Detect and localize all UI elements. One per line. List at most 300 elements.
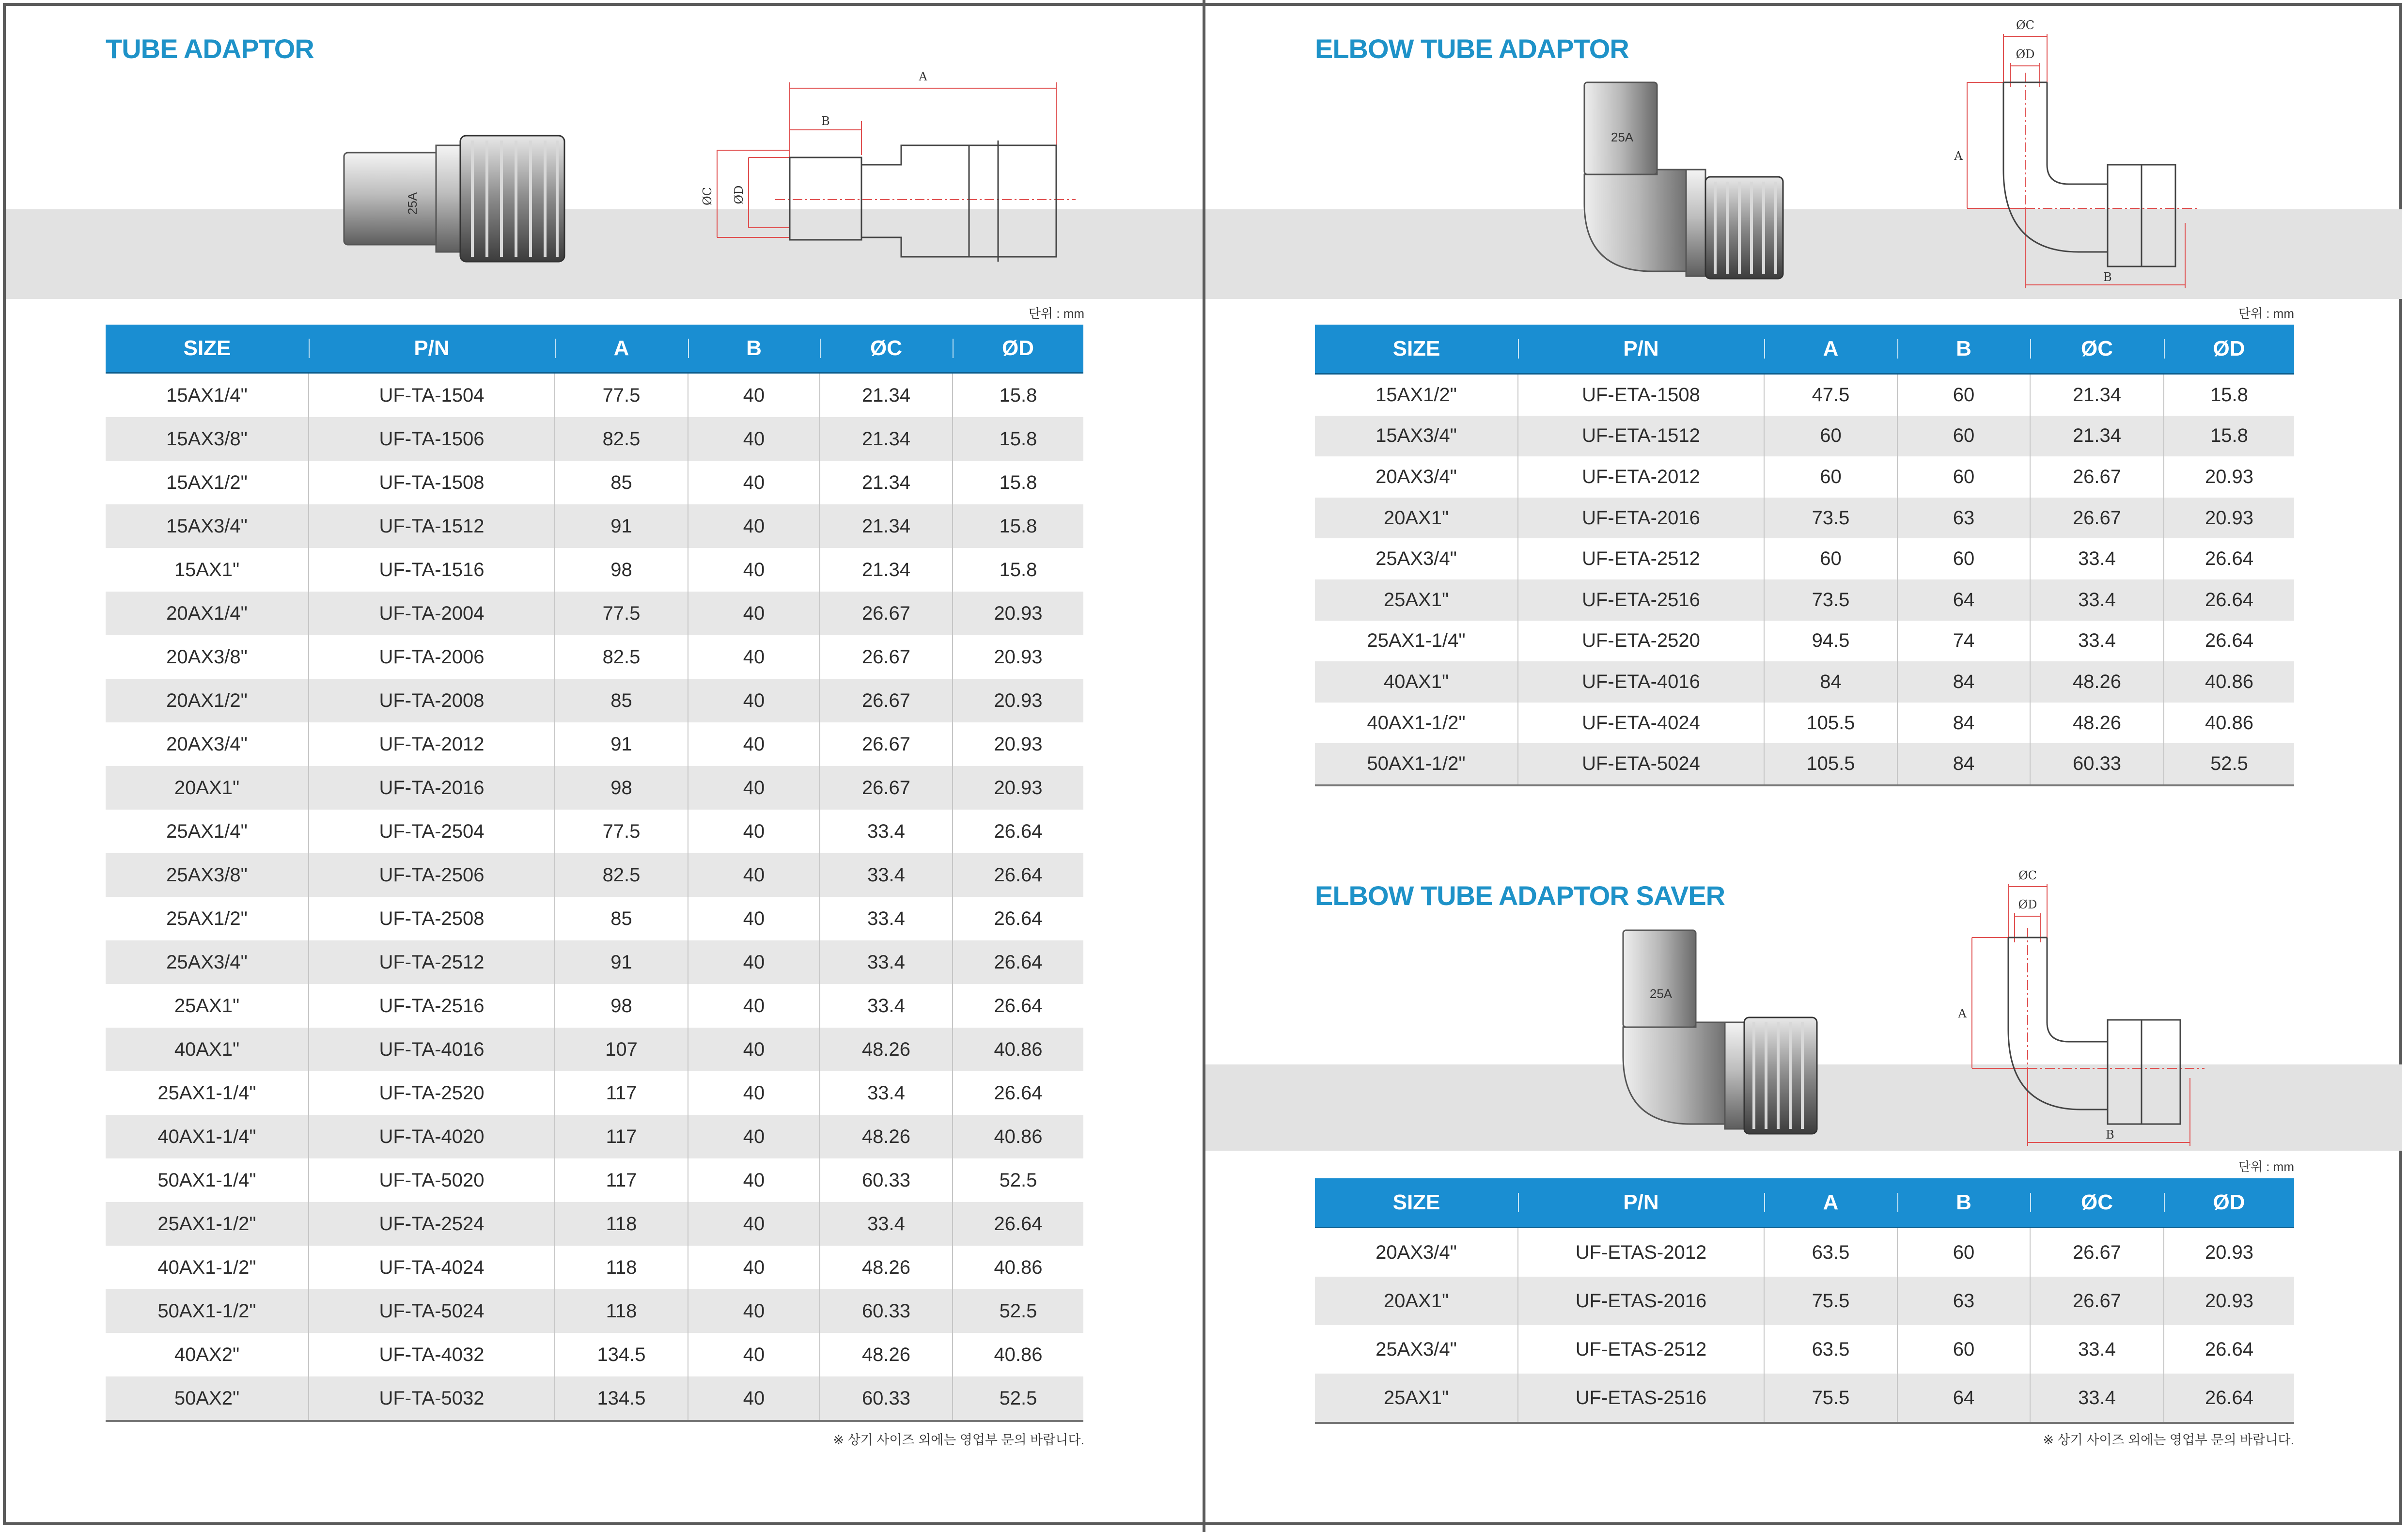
table-cell: UF-TA-5032 — [309, 1376, 555, 1421]
table-header-row — [106, 325, 1083, 373]
table-cell: 134.5 — [555, 1333, 688, 1376]
table-cell: 21.34 — [820, 461, 953, 504]
table-cell: 20.93 — [2164, 456, 2294, 498]
table-cell: 63 — [1897, 498, 2030, 539]
table-cell: 25AX1/4" — [166, 820, 248, 842]
table-cell: UF-TA-1504 — [309, 373, 555, 418]
table-cell: 40 — [688, 1158, 820, 1202]
table-cell: 98 — [555, 766, 688, 810]
tube-adaptor-table — [106, 325, 1083, 1422]
table-cell: 26.64 — [953, 810, 1083, 853]
table-row — [106, 1158, 1083, 1202]
table-cell: 33.4 — [820, 853, 953, 897]
table-cell: 20AX1" — [1315, 498, 1518, 539]
table-cell: 60 — [1897, 1325, 2030, 1374]
table-row — [106, 548, 1083, 592]
table-row — [1315, 703, 2294, 744]
tube-drawing-label-c: ØC — [701, 187, 714, 206]
table-cell: 33.4 — [2030, 1325, 2164, 1374]
table-cell: 15.8 — [953, 504, 1083, 548]
table-cell: 84 — [1897, 703, 2030, 744]
saver-drawing-label-c: ØC — [2018, 869, 2037, 882]
column-header: SIZE — [106, 325, 309, 373]
table-cell: UF-TA-2504 — [309, 810, 555, 853]
table-cell: 40.86 — [953, 1246, 1083, 1289]
table-cell: 26.67 — [2030, 1277, 2164, 1325]
table-cell: 33.4 — [820, 940, 953, 984]
tube-drawing-label-b: B — [821, 114, 830, 128]
table-cell: 26.64 — [2164, 538, 2294, 579]
table-cell: 63 — [1897, 1277, 2030, 1325]
table-cell: 20.93 — [953, 766, 1083, 810]
footnote-tube-adaptor: ※ 상기 사이즈 외에는 영업부 문의 바랍니다. — [833, 1433, 1084, 1447]
table-cell: 40 — [688, 592, 820, 635]
column-header: B — [1897, 325, 2030, 374]
table-cell: 117 — [555, 1158, 688, 1202]
table-cell: 52.5 — [953, 1376, 1083, 1421]
table-cell: 26.67 — [820, 635, 953, 679]
table-cell: 15AX1/4" — [166, 384, 248, 406]
table-cell: 15.8 — [2164, 374, 2294, 416]
elbow-tube-adaptor-saver-drawing — [1948, 860, 2219, 1151]
table-cell: 20AX3/4" — [166, 733, 248, 755]
table-row — [1315, 538, 2294, 579]
tube-drawing-label-a: A — [919, 70, 927, 83]
column-header: ØC — [2030, 1178, 2164, 1228]
table-cell: 26.64 — [2164, 1325, 2294, 1374]
table-cell: UF-ETA-2516 — [1518, 579, 1764, 621]
table-cell: 20.93 — [2164, 1277, 2294, 1325]
table-cell: 40 — [688, 1376, 820, 1421]
elbow-tube-adaptor-table — [1315, 325, 2294, 786]
elbow-drawing-label-a: A — [1954, 149, 1963, 163]
table-row — [106, 1333, 1083, 1376]
table-cell: UF-ETA-2512 — [1518, 538, 1764, 579]
column-header: P/N — [1518, 325, 1764, 374]
table-cell: 40 — [688, 1071, 820, 1115]
table-cell: 33.4 — [820, 1202, 953, 1246]
saver-drawing-label-d: ØD — [2018, 898, 2037, 911]
table-cell: 25AX3/8" — [106, 853, 309, 897]
table-cell: 21.34 — [820, 504, 953, 548]
table-cell: 26.64 — [953, 1071, 1083, 1115]
table-cell: 75.5 — [1764, 1277, 1897, 1325]
table-cell: 26.64 — [953, 853, 1083, 897]
table-cell: UF-ETAS-2012 — [1518, 1228, 1764, 1277]
table-cell: 15AX1/2" — [1376, 384, 1457, 406]
saver-drawing-label-a: A — [1958, 1007, 1967, 1020]
table-row — [1315, 1325, 2294, 1374]
table-cell: 15AX1" — [174, 559, 240, 580]
table-header-row — [1315, 1178, 2294, 1228]
table-cell: 117 — [555, 1115, 688, 1158]
table-cell: UF-ETA-1508 — [1518, 374, 1764, 416]
table-cell: 60 — [1764, 456, 1897, 498]
table-cell: 134.5 — [555, 1376, 688, 1421]
table-cell: 117 — [555, 1071, 688, 1115]
grey-band-elbow — [1205, 209, 2402, 299]
table-cell: 21.34 — [820, 548, 953, 592]
table-row — [106, 766, 1083, 810]
table-cell: UF-TA-2006 — [309, 635, 555, 679]
table-cell: 40.86 — [953, 1115, 1083, 1158]
table-cell: 26.67 — [820, 679, 953, 722]
table-cell: 15AX3/4" — [106, 504, 309, 548]
table-cell: 40 — [688, 810, 820, 853]
table-cell: 105.5 — [1764, 703, 1897, 744]
table-cell: 60 — [1897, 456, 2030, 498]
table-cell: 48.26 — [2030, 703, 2164, 744]
table-cell: 91 — [555, 722, 688, 766]
table-row — [106, 897, 1083, 940]
table-cell: 98 — [555, 984, 688, 1028]
table-cell: 60 — [1897, 416, 2030, 457]
table-cell: UF-ETAS-2516 — [1518, 1374, 1764, 1423]
table-cell: 40 — [688, 461, 820, 504]
table-cell: 48.26 — [820, 1333, 953, 1376]
table-cell: 52.5 — [2164, 743, 2294, 785]
column-header: SIZE — [1315, 325, 1518, 374]
section-title-elbow-tube-adaptor: ELBOW TUBE ADAPTOR — [1315, 33, 1629, 64]
table-cell: 60.33 — [820, 1158, 953, 1202]
table-header-row — [1315, 325, 2294, 374]
column-header: SIZE — [1315, 1178, 1518, 1228]
table-cell: 40 — [688, 679, 820, 722]
table-cell: 40 — [688, 940, 820, 984]
table-row — [1315, 1374, 2294, 1423]
table-cell: 48.26 — [2030, 661, 2164, 703]
table-cell: 15.8 — [953, 417, 1083, 461]
table-cell: 33.4 — [820, 1071, 953, 1115]
table-cell: 40.86 — [2164, 703, 2294, 744]
elbow-photo-marking: 25A — [1611, 130, 1634, 144]
table-cell: 60 — [1764, 416, 1897, 457]
table-cell: 48.26 — [820, 1028, 953, 1071]
table-cell: 25AX1-1/4" — [157, 1082, 256, 1104]
column-header: A — [555, 325, 688, 373]
table-cell: 84 — [1897, 743, 2030, 785]
elbow-tube-adaptor-photo — [1579, 78, 1788, 291]
table-row — [106, 1202, 1083, 1246]
table-cell: 26.67 — [2030, 456, 2164, 498]
table-cell: 52.5 — [953, 1158, 1083, 1202]
table-cell: UF-TA-1506 — [309, 417, 555, 461]
table-cell: 40AX1" — [1315, 661, 1518, 703]
table-row — [106, 940, 1083, 984]
table-cell: 26.67 — [820, 722, 953, 766]
unit-label-elbow-tube-adaptor-saver: 단위 : mm — [2238, 1159, 2294, 1174]
table-cell: UF-TA-2016 — [309, 766, 555, 810]
table-cell: 26.67 — [2030, 1228, 2164, 1277]
table-cell: 73.5 — [1764, 579, 1897, 621]
table-cell: 26.64 — [953, 897, 1083, 940]
table-cell: 20.93 — [2164, 498, 2294, 539]
table-cell: 107 — [555, 1028, 688, 1071]
tube-drawing-label-d: ØD — [732, 185, 746, 204]
tube-adaptor-drawing — [698, 68, 1090, 291]
table-cell: 40AX1-1/2" — [157, 1256, 256, 1278]
table-cell: 40 — [688, 766, 820, 810]
table-row — [1315, 661, 2294, 703]
table-cell: 77.5 — [555, 592, 688, 635]
tube-adaptor-photo — [339, 124, 572, 274]
table-row — [106, 373, 1083, 418]
table-row — [1315, 743, 2294, 785]
table-cell: 84 — [1897, 661, 2030, 703]
column-header: ØC — [820, 325, 953, 373]
table-cell: 15.8 — [953, 461, 1083, 504]
table-cell: UF-TA-4024 — [309, 1246, 555, 1289]
table-cell: UF-ETA-4024 — [1518, 703, 1764, 744]
table-cell: 20AX3/4" — [1376, 466, 1457, 487]
table-cell: 25AX1/2" — [166, 907, 248, 929]
table-cell: 25AX1" — [1315, 1374, 1518, 1423]
table-cell: 40 — [688, 417, 820, 461]
table-cell: 48.26 — [820, 1115, 953, 1158]
table-cell: 40.86 — [2164, 661, 2294, 703]
table-cell: 40 — [688, 1115, 820, 1158]
table-cell: 26.64 — [2164, 621, 2294, 662]
table-cell: 15AX1/2" — [166, 471, 248, 493]
table-cell: 50AX1-1/2" — [106, 1289, 309, 1333]
table-cell: UF-TA-2512 — [309, 940, 555, 984]
table-cell: 82.5 — [555, 417, 688, 461]
table-cell: 26.67 — [820, 766, 953, 810]
table-cell: UF-TA-4032 — [309, 1333, 555, 1376]
table-cell: 50AX1-1/4" — [157, 1169, 256, 1191]
table-row — [1315, 1228, 2294, 1277]
column-header: A — [1764, 325, 1897, 374]
table-cell: 15.8 — [2164, 416, 2294, 457]
table-cell: 63.5 — [1764, 1228, 1897, 1277]
table-cell: 25AX1-1/2" — [106, 1202, 309, 1246]
table-cell: 21.34 — [2030, 374, 2164, 416]
table-cell: 26.64 — [953, 1202, 1083, 1246]
table-cell: 40AX1" — [106, 1028, 309, 1071]
section-title-elbow-tube-adaptor-saver: ELBOW TUBE ADAPTOR SAVER — [1315, 880, 1725, 911]
section-title-tube-adaptor: TUBE ADAPTOR — [106, 33, 314, 64]
table-cell: 33.4 — [2030, 579, 2164, 621]
table-cell: 48.26 — [820, 1246, 953, 1289]
table-cell: 91 — [555, 504, 688, 548]
column-header: A — [1764, 1178, 1897, 1228]
table-cell: 26.64 — [2164, 579, 2294, 621]
table-cell: 77.5 — [555, 810, 688, 853]
table-row — [106, 984, 1083, 1028]
table-row — [1315, 456, 2294, 498]
table-row — [1315, 498, 2294, 539]
table-cell: UF-TA-2508 — [309, 897, 555, 940]
column-header: B — [1897, 1178, 2030, 1228]
table-cell: 20AX1/4" — [106, 592, 309, 635]
column-header: ØD — [953, 325, 1083, 373]
table-row — [106, 1028, 1083, 1071]
table-cell: 15AX3/4" — [1315, 416, 1518, 457]
unit-label-tube-adaptor: 단위 : mm — [1028, 306, 1084, 321]
column-header: B — [688, 325, 820, 373]
table-cell: 60 — [1897, 538, 2030, 579]
table-cell: 20AX1" — [1315, 1277, 1518, 1325]
table-cell: 60 — [1897, 374, 2030, 416]
table-cell: 33.4 — [820, 810, 953, 853]
table-cell: 25AX1" — [174, 995, 240, 1016]
table-cell: 75.5 — [1764, 1374, 1897, 1423]
table-cell: 21.34 — [820, 373, 953, 418]
column-header: ØC — [2030, 325, 2164, 374]
table-cell: UF-TA-5020 — [309, 1158, 555, 1202]
table-cell: UF-ETAS-2016 — [1518, 1277, 1764, 1325]
table-cell: 40.86 — [953, 1333, 1083, 1376]
table-cell: UF-ETA-2016 — [1518, 498, 1764, 539]
table-row — [106, 810, 1083, 853]
table-cell: UF-TA-4016 — [309, 1028, 555, 1071]
table-cell: 20AX3/4" — [1376, 1241, 1457, 1263]
table-cell: UF-ETA-4016 — [1518, 661, 1764, 703]
table-cell: 40 — [688, 722, 820, 766]
table-cell: 26.64 — [953, 940, 1083, 984]
table-cell: UF-TA-2012 — [309, 722, 555, 766]
table-cell: UF-TA-5024 — [309, 1289, 555, 1333]
table-cell: 15.8 — [953, 548, 1083, 592]
table-cell: 64 — [1897, 579, 2030, 621]
table-cell: 118 — [555, 1289, 688, 1333]
table-row — [1315, 416, 2294, 457]
table-cell: 64 — [1897, 1374, 2030, 1423]
table-cell: 25AX3/4" — [1376, 548, 1457, 570]
elbow-drawing-label-d: ØD — [2016, 47, 2035, 61]
table-cell: 20.93 — [953, 635, 1083, 679]
table-cell: 26.64 — [2164, 1374, 2294, 1423]
table-cell: 60 — [1897, 1228, 2030, 1277]
table-row — [1315, 1277, 2294, 1325]
elbow-drawing-label-b: B — [2103, 270, 2112, 284]
table-cell: 82.5 — [555, 853, 688, 897]
table-row — [106, 417, 1083, 461]
table-cell: 85 — [555, 897, 688, 940]
table-cell: 40 — [688, 373, 820, 418]
table-cell: 20.93 — [953, 592, 1083, 635]
table-cell: 85 — [555, 461, 688, 504]
table-cell: 26.67 — [2030, 498, 2164, 539]
table-cell: 94.5 — [1764, 621, 1897, 662]
column-header: P/N — [1518, 1178, 1764, 1228]
table-cell: 77.5 — [555, 373, 688, 418]
table-cell: 84 — [1764, 661, 1897, 703]
table-cell: 40AX2" — [174, 1344, 240, 1365]
table-row — [106, 853, 1083, 897]
table-cell: 63.5 — [1764, 1325, 1897, 1374]
table-row — [106, 635, 1083, 679]
table-row — [1315, 579, 2294, 621]
table-cell: 74 — [1897, 621, 2030, 662]
table-cell: UF-ETA-2012 — [1518, 456, 1764, 498]
table-cell: 50AX2" — [106, 1376, 309, 1421]
table-cell: 40 — [688, 1289, 820, 1333]
table-cell: 60.33 — [820, 1376, 953, 1421]
table-cell: 25AX1" — [1315, 579, 1518, 621]
table-cell: UF-TA-2520 — [309, 1071, 555, 1115]
table-cell: 25AX1-1/4" — [1367, 630, 1466, 652]
column-header: P/N — [309, 325, 555, 373]
table-cell: UF-ETA-1512 — [1518, 416, 1764, 457]
elbow-tube-adaptor-saver-table — [1315, 1178, 2294, 1424]
column-header: ØD — [2164, 325, 2294, 374]
table-row — [106, 1246, 1083, 1289]
table-row — [106, 1289, 1083, 1333]
table-cell: UF-ETA-5024 — [1518, 743, 1764, 785]
table-row — [1315, 374, 2294, 416]
table-cell: 40 — [688, 548, 820, 592]
table-cell: 118 — [555, 1202, 688, 1246]
table-cell: 33.4 — [820, 897, 953, 940]
table-cell: UF-ETAS-2512 — [1518, 1325, 1764, 1374]
table-cell: UF-TA-1512 — [309, 504, 555, 548]
table-row — [106, 1115, 1083, 1158]
table-cell: 20.93 — [2164, 1228, 2294, 1277]
table-cell: 118 — [555, 1246, 688, 1289]
table-cell: 33.4 — [2030, 1374, 2164, 1423]
table-cell: 98 — [555, 548, 688, 592]
table-cell: 20AX3/8" — [166, 646, 248, 668]
table-cell: 47.5 — [1764, 374, 1897, 416]
table-cell: 52.5 — [953, 1289, 1083, 1333]
table-cell: 40 — [688, 853, 820, 897]
table-cell: 21.34 — [2030, 416, 2164, 457]
table-cell: 25AX3/4" — [106, 940, 309, 984]
table-cell: 60.33 — [820, 1289, 953, 1333]
table-cell: 60 — [1764, 538, 1897, 579]
table-cell: 26.67 — [820, 592, 953, 635]
table-cell: 40AX1-1/2" — [1367, 712, 1466, 734]
table-cell: UF-TA-2008 — [309, 679, 555, 722]
table-cell: 40 — [688, 984, 820, 1028]
saver-drawing-label-b: B — [2106, 1128, 2114, 1141]
table-cell: UF-TA-2004 — [309, 592, 555, 635]
table-row — [1315, 621, 2294, 662]
table-cell: UF-TA-2524 — [309, 1202, 555, 1246]
table-cell: 40 — [688, 504, 820, 548]
column-header: ØD — [2164, 1178, 2294, 1228]
table-cell: 40 — [688, 1028, 820, 1071]
table-cell: 20.93 — [953, 679, 1083, 722]
table-cell: 40 — [688, 1202, 820, 1246]
table-cell: 33.4 — [2030, 621, 2164, 662]
table-cell: UF-TA-1516 — [309, 548, 555, 592]
table-row — [106, 1376, 1083, 1421]
table-cell: 40 — [688, 897, 820, 940]
unit-label-elbow-tube-adaptor: 단위 : mm — [2238, 306, 2294, 321]
tube-photo-marking: 25A — [405, 192, 420, 215]
table-cell: 85 — [555, 679, 688, 722]
table-cell: 60.33 — [2030, 743, 2164, 785]
table-cell: 40.86 — [953, 1028, 1083, 1071]
table-row — [106, 461, 1083, 504]
table-cell: 21.34 — [820, 417, 953, 461]
table-row — [106, 679, 1083, 722]
table-cell: 20.93 — [953, 722, 1083, 766]
table-cell: 50AX1-1/2" — [1315, 743, 1518, 785]
table-cell: UF-TA-4020 — [309, 1115, 555, 1158]
table-cell: 82.5 — [555, 635, 688, 679]
table-row — [106, 504, 1083, 548]
table-cell: 40AX1-1/4" — [106, 1115, 309, 1158]
table-cell: 73.5 — [1764, 498, 1897, 539]
table-cell: 91 — [555, 940, 688, 984]
table-cell: 25AX3/4" — [1376, 1338, 1457, 1360]
table-cell: 26.64 — [953, 984, 1083, 1028]
table-cell: UF-TA-2506 — [309, 853, 555, 897]
table-cell: 33.4 — [2030, 538, 2164, 579]
